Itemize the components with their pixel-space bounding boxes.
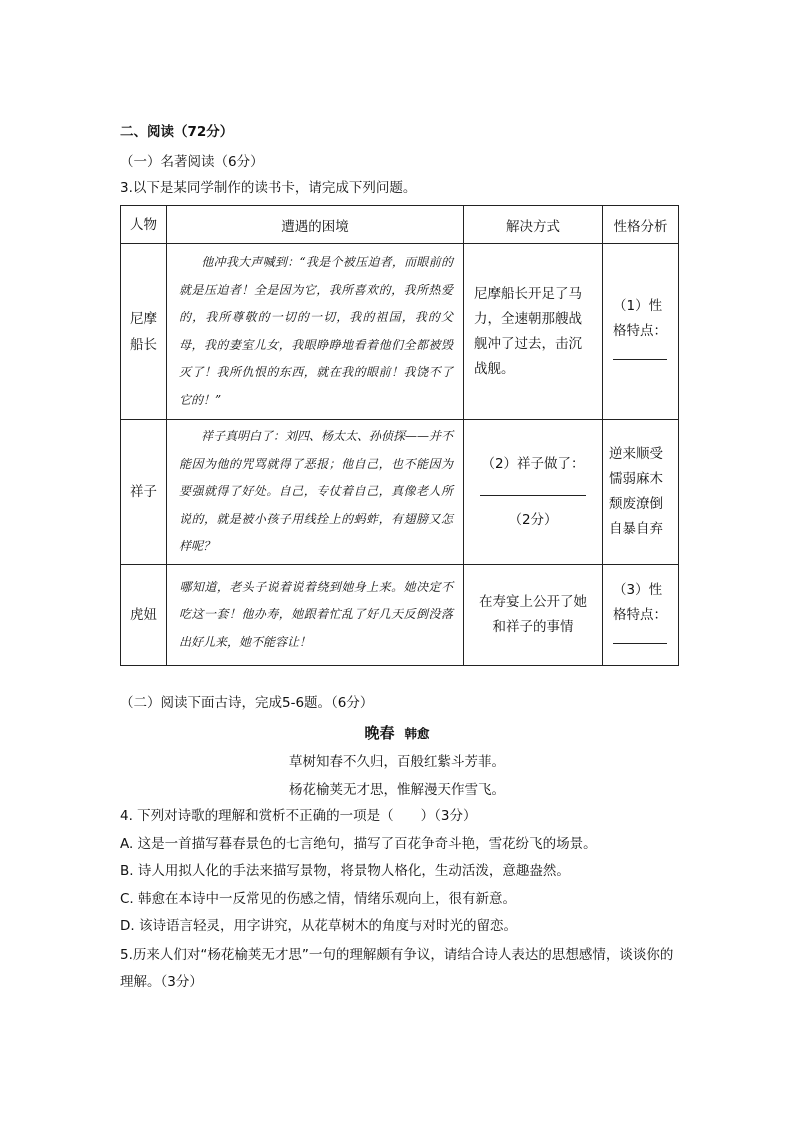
answer-blank[interactable]: [613, 345, 667, 360]
person-name: 祥子: [130, 484, 157, 500]
poem-author: 韩愈: [404, 726, 430, 741]
cell-person: [121, 420, 167, 565]
dilemma-text: 他冲我大声喊到：“我是个被压迫者，而眼前的就是压迫者！全是因为它，我所喜欢的，我所热爱的，我所尊敬的一切的一切，我的祖国，我的父母，我的妻室儿女，我眼睁睁地看着他们全都被毁灭了！我所仇恨的东西，就在我的眼前！我饶不了它的！”: [179, 255, 453, 407]
cell-solution: [464, 244, 603, 420]
option-d[interactable]: D. 该诗语言轻灵，用字讲究，从花草树木的角度与对时光的留恋。: [120, 918, 517, 934]
option-b[interactable]: B. 诗人用拟人化的手法来描写景物，将景物人格化，生动活泼，意趣盎然。: [120, 863, 570, 879]
question-3: 3.以下是某同学制作的读书卡，请完成下列问题。: [120, 180, 417, 196]
part2-heading: （二）阅读下面古诗，完成5-6题。（6分）: [120, 695, 374, 711]
table-row: [121, 420, 679, 565]
poem-line-1: 草树知春不久归，百般红紫斗芳菲。: [289, 754, 505, 770]
header-person: 人物: [121, 206, 167, 244]
poem-line-2: 杨花榆荚无才思，惟解漫天作雪飞。: [289, 782, 505, 798]
cell-solution: [464, 420, 603, 565]
header-analysis: 性格分析: [603, 206, 679, 244]
cell-analysis: [603, 420, 679, 565]
analysis-text: （3）性格特点：: [603, 578, 678, 653]
header-solution: 解决方式: [464, 206, 603, 244]
score-label: （2分）: [508, 512, 558, 528]
dilemma-text: 祥子真明白了：刘四、杨太太、孙侦探——并不能因为他的咒骂就得了恶报；他自己，也不能因为要强就得了好处。自己，专仗着自己，真像老人所说的，就是被小孩子用线拴上的蚂蚱，有翅膀又怎样呢？: [179, 429, 454, 554]
poem-title: 晚春: [364, 724, 395, 742]
poem-title-row: [0, 722, 794, 743]
answer-blank[interactable]: [613, 629, 667, 644]
question-5: 5.历来人们对“杨花榆荚无才思”一句的理解颇有争议，请结合诗人表达的思想感情，谈谈你的理解。（3分）: [120, 947, 674, 990]
option-a[interactable]: A. 这是一首描写暮春景色的七言绝句，描写了百花争奇斗艳，雪花纷飞的场景。: [120, 836, 597, 852]
cell-person: [121, 565, 167, 666]
answer-blank[interactable]: [480, 483, 586, 496]
person-name: 尼摩船长: [130, 310, 157, 353]
person-name: 虎妞: [130, 607, 157, 623]
table-header-row: [121, 206, 679, 244]
solution-text: （2）祥子做了： （2分）: [464, 450, 602, 534]
analysis-text: 逆来顺受懦弱麻木颓废潦倒自暴自弃: [609, 446, 663, 537]
reading-card-table: [120, 205, 679, 666]
dilemma-text: 哪知道，老头子说着说着绕到她身上来。她决定不吃这一套！他办寿，她跟着忙乱了好几天反倒没落出好儿来，她不能容让！: [179, 579, 453, 649]
table-row: [121, 244, 679, 420]
cell-person: [121, 244, 167, 420]
analysis-text: （1）性格特点：: [603, 294, 678, 369]
cell-analysis: [603, 565, 679, 666]
option-c[interactable]: C. 韩愈在本诗中一反常见的伤感之情，情绪乐观向上，很有新意。: [120, 891, 517, 907]
table-row: [121, 565, 679, 666]
solution-text: 在寿宴上公开了她和祥子的事情: [479, 594, 587, 635]
cell-dilemma: [167, 565, 464, 666]
part1-heading: （一）名著阅读（6分）: [120, 154, 264, 170]
header-dilemma: 遭遇的困境: [167, 206, 464, 244]
cell-analysis: [603, 244, 679, 420]
question-4: 4. 下列对诗歌的理解和赏析不正确的一项是（ ）（3分）: [120, 808, 477, 824]
cell-dilemma: [167, 244, 464, 420]
cell-solution: [464, 565, 603, 666]
section-title: 二、阅读（72分）: [120, 124, 234, 140]
cell-dilemma: [167, 420, 464, 565]
solution-text: 尼摩船长开足了马力，全速朝那艘战舰冲了过去，击沉战舰。: [474, 285, 582, 377]
